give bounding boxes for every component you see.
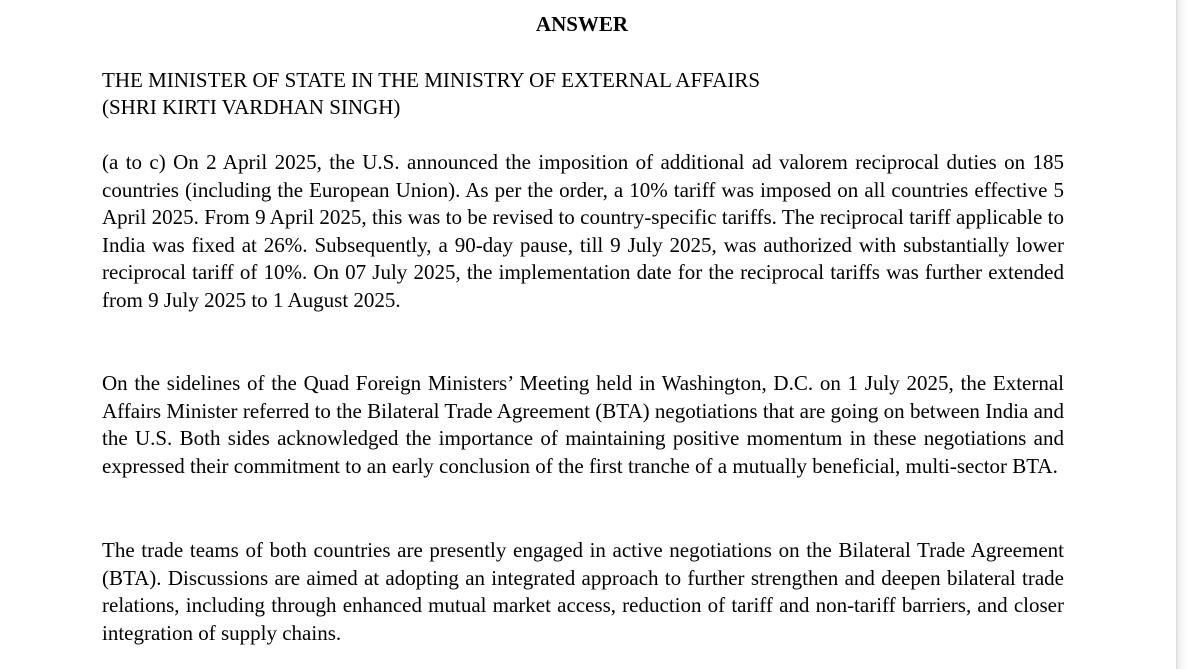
page-edge-shadow xyxy=(1176,0,1189,669)
answer-paragraph-3: The trade teams of both countries are presently engaged in active negotiations on the Bilateral Trade Agreement (BTA). Discussions are aimed at adopting an integrated approach to further strengthen and deepen bilateral trade relations, including through enhanced mutual market access, reduction of tariff and non-tariff barriers, and closer integration of supply chains. xyxy=(102,538,1064,645)
minister-name: (SHRI KIRTI VARDHAN SINGH) xyxy=(102,95,401,119)
minister-block xyxy=(102,67,1064,121)
answer-paragraph-1: (a to c) On 2 April 2025, the U.S. announced the imposition of additional ad valorem reciprocal duties on 185 countries (including the European Union). As per the order, a 10% tariff was imposed on all countries effective 5 April 2025. From 9 April 2025, this was to be revised to country-specific tariffs. The reciprocal tariff applicable to India was fixed at 26%. Subsequently, a 90-day pause, till 9 July 2025, was authorized with substantially lower reciprocal tariff of 10%. On 07 July 2025, the implementation date for the reciprocal tariffs was further extended from 9 July 2025 to 1 August 2025. xyxy=(102,150,1064,312)
answer-heading: ANSWER xyxy=(535,12,629,36)
answer-paragraph-2: On the sidelines of the Quad Foreign Ministers’ Meeting held in Washington, D.C. on 1 July 2025, the External Affairs Minister referred to the Bilateral Trade Agreement (BTA) negotiations that are going on between India and the U.S. Both sides acknowledged the importance of maintaining positive momentum in these negotiations and expressed their commitment to an early conclusion of the first tranche of a mutually beneficial, multi-sector BTA. xyxy=(102,371,1064,478)
minister-title: THE MINISTER OF STATE IN THE MINISTRY OF EXTERNAL AFFAIRS xyxy=(102,68,761,92)
